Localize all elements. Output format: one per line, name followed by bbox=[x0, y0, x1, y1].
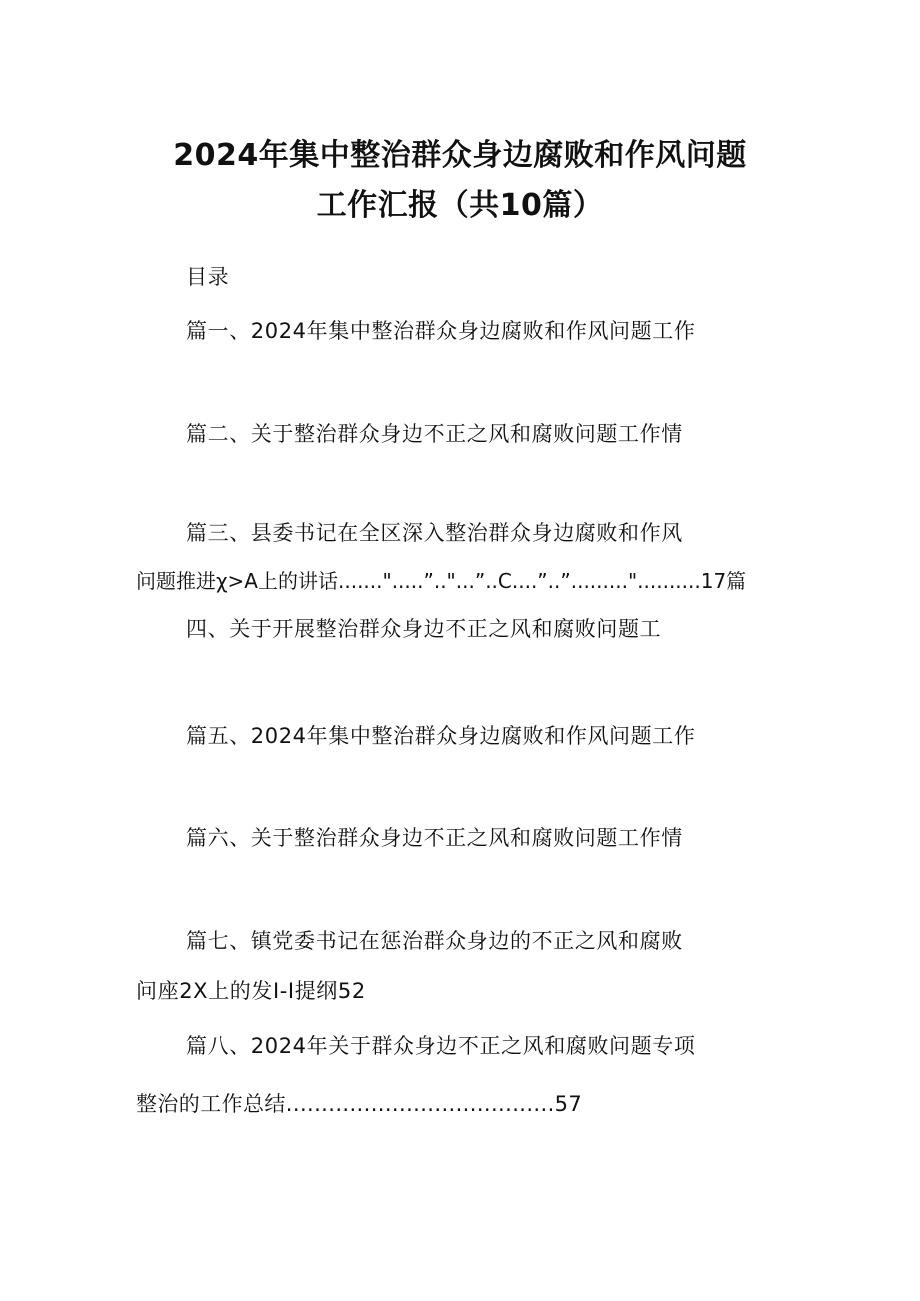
toc-entry-continuation: 问座2X上的发I-I提纲52 bbox=[136, 979, 366, 1003]
toc-entry: 篇五、2024年集中整治群众身边腐败和作风问题工作 bbox=[186, 724, 696, 748]
toc-entry: 四、关于开展整治群众身边不正之风和腐败问题工 bbox=[186, 617, 662, 641]
toc-heading: 目录 bbox=[186, 265, 230, 289]
toc-entry: 篇一、2024年集中整治群众身边腐败和作风问题工作 bbox=[186, 319, 696, 343]
toc-entry: 篇三、县委书记在全区深入整治群众身边腐败和作风 bbox=[186, 521, 683, 545]
document-title-line-1: 2024年集中整治群众身边腐败和作风问题 bbox=[173, 138, 747, 173]
document-title-line-2: 工作汇报（共10篇） bbox=[316, 188, 604, 223]
toc-entry-continuation: 整治的工作总结......................................57 bbox=[136, 1092, 583, 1116]
toc-entry-continuation: 问题推进χ>A上的讲话.......".....”.."...”..C....”..”........."..........17篇 bbox=[136, 569, 747, 593]
toc-entry: 篇八、2024年关于群众身边不正之风和腐败问题专项 bbox=[186, 1034, 696, 1058]
toc-entry: 篇七、镇党委书记在惩治群众身边的不正之风和腐败 bbox=[186, 929, 683, 953]
toc-entry: 篇二、关于整治群众身边不正之风和腐败问题工作情 bbox=[186, 422, 683, 446]
toc-entry: 篇六、关于整治群众身边不正之风和腐败问题工作情 bbox=[186, 826, 683, 850]
